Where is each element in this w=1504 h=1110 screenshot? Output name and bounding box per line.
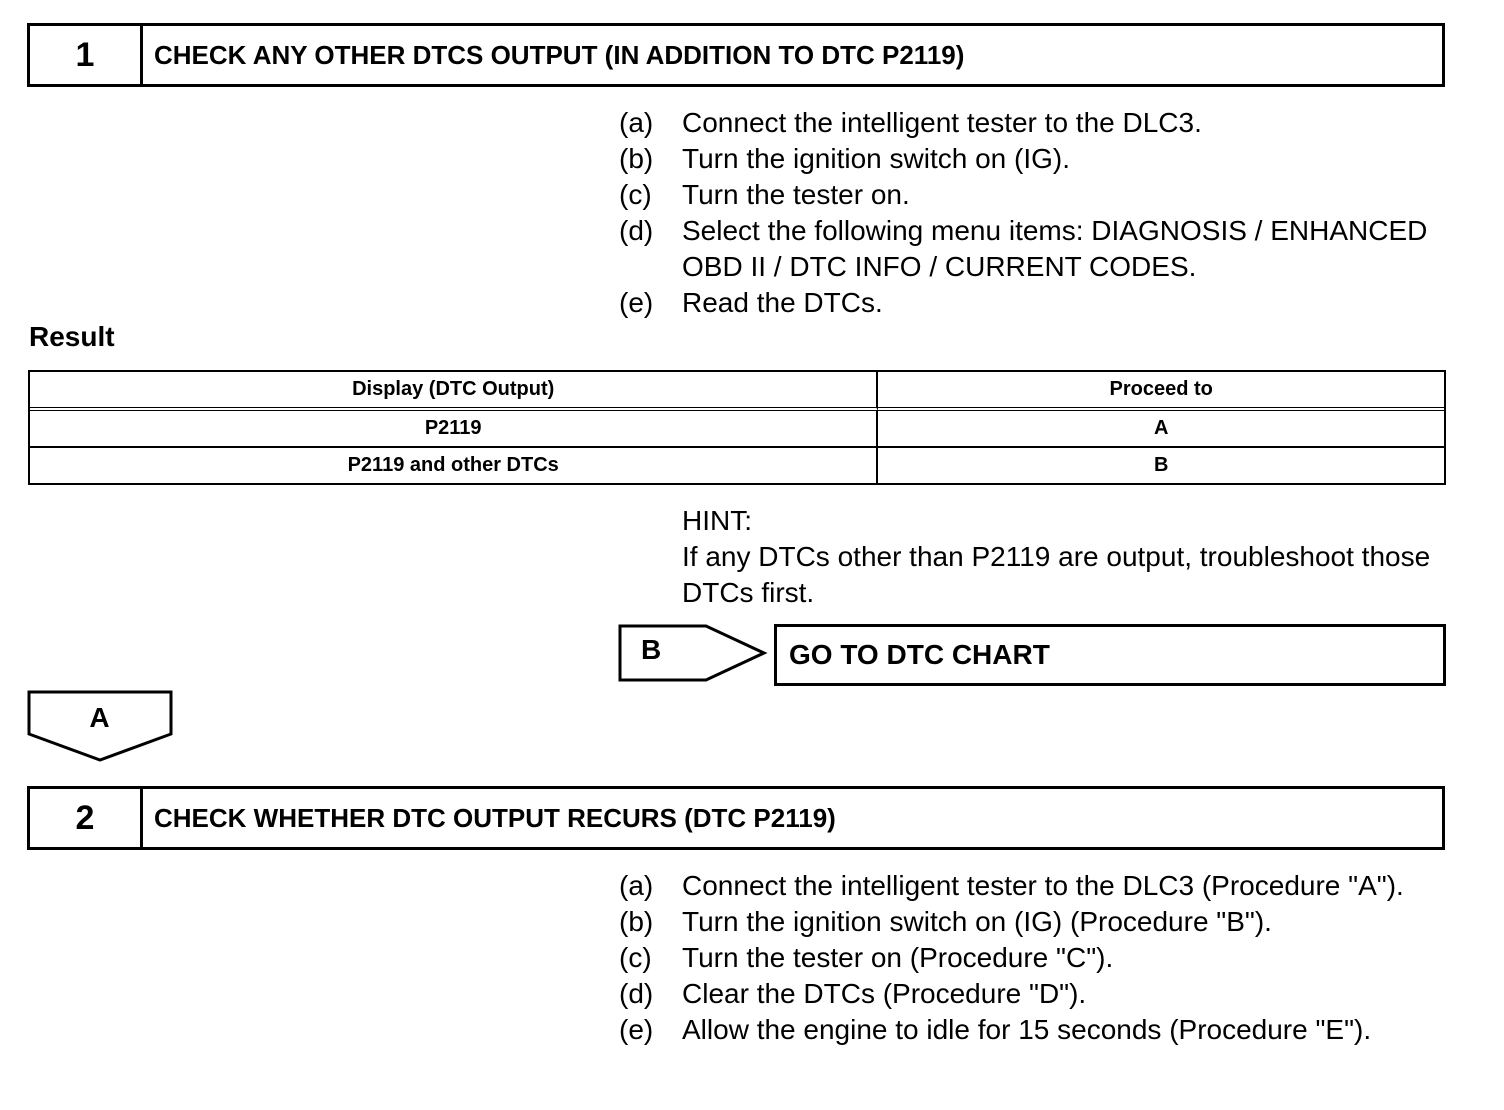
procedure-item <box>619 141 1459 177</box>
procedure-label: (c) <box>619 179 652 210</box>
step-2-number: 2 <box>30 789 143 847</box>
step-1-procedure-list <box>619 105 1459 321</box>
hint-block <box>682 503 1442 611</box>
step-1-title: CHECK ANY OTHER DTCS OUTPUT (IN ADDITION TO DTC P2119) <box>154 39 965 70</box>
procedure-item <box>619 213 1459 285</box>
procedure-item <box>619 1012 1459 1048</box>
result-heading: Result <box>29 321 115 352</box>
procedure-item <box>619 904 1459 940</box>
step-1-number: 1 <box>30 26 143 84</box>
step-2-header <box>27 786 1445 850</box>
result-table <box>28 370 1446 485</box>
procedure-text: Turn the tester on (Procedure "C"). <box>682 942 1114 973</box>
procedure-item <box>619 868 1459 904</box>
procedure-text: Turn the ignition switch on (IG). <box>682 143 1071 174</box>
procedure-text: Turn the ignition switch on (IG) (Procedure "B"). <box>682 906 1272 937</box>
procedure-label: (e) <box>619 287 654 318</box>
procedure-item <box>619 940 1459 976</box>
table-cell: P2119 and other DTCs <box>30 448 878 483</box>
procedure-text: Connect the intelligent tester to the DLC3 (Procedure "A"). <box>682 870 1404 901</box>
table-cell: P2119 <box>30 411 878 448</box>
table-cell: A <box>878 411 1444 448</box>
procedure-item <box>619 105 1459 141</box>
column-header-display: Display (DTC Output) <box>30 372 878 411</box>
procedure-text: Clear the DTCs (Procedure "D"). <box>682 978 1087 1009</box>
procedure-text: Connect the intelligent tester to the DLC3. <box>682 107 1202 138</box>
step-1-header <box>27 23 1445 87</box>
procedure-label: (b) <box>619 143 654 174</box>
procedure-label: (e) <box>619 1014 654 1045</box>
table-row <box>30 448 1444 483</box>
procedure-text: Allow the engine to idle for 15 seconds (Procedure "E"). <box>682 1014 1372 1045</box>
procedure-text: Select the following menu items: DIAGNOSIS / ENHANCED OBD II / DTC INFO / CURRENT CODES. <box>682 215 1428 282</box>
procedure-item <box>619 285 1459 321</box>
table-cell: B <box>1153 454 1169 476</box>
step-2-title: CHECK WHETHER DTC OUTPUT RECURS (DTC P2119) <box>154 802 836 833</box>
branch-a-label: A <box>89 702 110 733</box>
procedure-item <box>619 177 1459 213</box>
procedure-label: (a) <box>619 870 654 901</box>
procedure-label: (c) <box>619 942 652 973</box>
procedure-text: Turn the tester on. <box>682 179 910 210</box>
hint-text: If any DTCs other than P2119 are output, troubleshoot those DTCs first. <box>682 541 1431 608</box>
procedure-label: (b) <box>619 906 654 937</box>
table-row <box>30 411 1444 448</box>
step-2-procedure-list <box>619 868 1459 1048</box>
column-header-proceed: Proceed to <box>878 372 1444 411</box>
procedure-item <box>619 976 1459 1012</box>
hint-label: HINT: <box>682 505 752 536</box>
goto-dtc-chart-box: GO TO DTC CHART <box>774 624 1446 686</box>
table-header-row <box>30 372 1444 411</box>
branch-b-label: B <box>641 634 662 665</box>
procedure-text: Read the DTCs. <box>682 287 883 318</box>
procedure-label: (d) <box>619 978 654 1009</box>
procedure-label: (a) <box>619 107 654 138</box>
procedure-label: (d) <box>619 215 654 246</box>
